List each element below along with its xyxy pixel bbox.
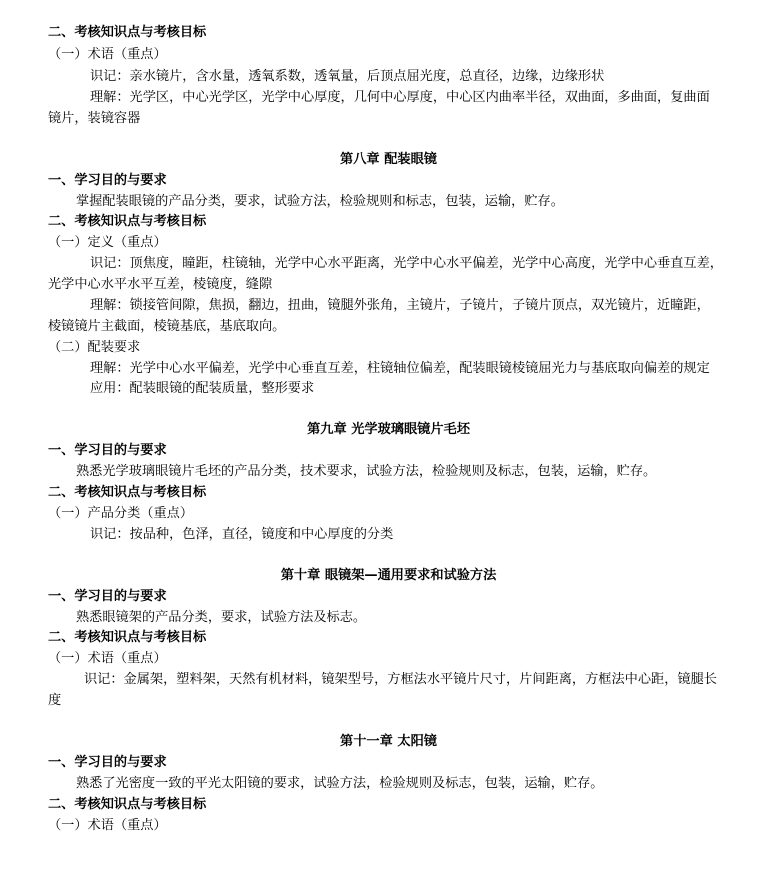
chapter-title: 第九章 光学玻璃眼镜片毛坯 (307, 422, 470, 437)
paragraph-line: 应用：配装眼镜的配装质量，整形要求 (90, 381, 315, 396)
chapter-title: 第八章 配装眼镜 (340, 152, 437, 167)
paragraph-line: 熟悉眼镜架的产品分类，要求，试验方法及标志。 (76, 610, 367, 625)
paragraph-line: 掌握配装眼镜的产品分类，要求，试验方法，检验规则和标志，包装，运输，贮存。 (76, 194, 564, 209)
subsection-heading: （一）定义（重点） (48, 235, 167, 250)
section-heading: 二、考核知识点与考核目标 (48, 25, 207, 40)
chapter-title: 第十章 眼镜架—通用要求和试验方法 (280, 568, 497, 583)
section-heading: 二、考核知识点与考核目标 (48, 214, 207, 229)
paragraph-line: 识记：金属架，塑料架，天然有机材料，镜架型号，方框法水平镜片尺寸，片间距离，方框法中心距，镜腿长 (84, 672, 717, 687)
section-heading: 一、学习目的与要求 (48, 443, 167, 458)
paragraph-line: 棱镜镜片主截面，棱镜基底，基底取向。 (48, 319, 286, 334)
subsection-heading: （一）术语（重点） (48, 651, 167, 666)
subsection-heading: （一）术语（重点） (48, 47, 167, 62)
paragraph-line: 理解：锁接管间隙，焦损，翻边，扭曲，镜腿外张角，主镜片，子镜片，子镜片顶点，双光镜片，近瞳距， (90, 298, 710, 313)
subsection-heading: （二）配装要求 (48, 340, 141, 355)
paragraph-line: 识记：亲水镜片，含水量，透氧系数，透氧量，后顶点屈光度，总直径，边缘，边缘形状 (90, 69, 605, 84)
paragraph-line: 度 (48, 693, 62, 708)
paragraph-line: 识记：顶焦度，瞳距，柱镜轴，光学中心水平距离，光学中心水平偏差，光学中心高度，光学中心垂直互差， (90, 256, 723, 271)
section-heading: 一、学习目的与要求 (48, 589, 167, 604)
paragraph-line: 熟悉光学玻璃眼镜片毛坯的产品分类，技术要求，试验方法，检验规则及标志，包装，运输，贮存。 (76, 464, 657, 479)
chapter-title: 第十一章 太阳镜 (340, 734, 437, 749)
section-heading: 二、考核知识点与考核目标 (48, 485, 207, 500)
paragraph-line: 识记：按品种，色泽，直径，镜度和中心厚度的分类 (90, 527, 394, 542)
paragraph-line: 理解：光学中心水平偏差，光学中心垂直互差，柱镜轴位偏差，配装眼镜棱镜屈光力与基底取向偏差的规定 (90, 361, 710, 376)
subsection-heading: （一）术语（重点） (48, 818, 167, 833)
section-heading: 一、学习目的与要求 (48, 755, 167, 770)
paragraph-line: 镜片，装镜容器 (48, 111, 141, 126)
section-heading: 二、考核知识点与考核目标 (48, 797, 207, 812)
paragraph-line: 熟悉了光密度一致的平光太阳镜的要求，试验方法，检验规则及标志，包装，运输，贮存。 (76, 776, 604, 791)
paragraph-line: 理解：光学区，中心光学区，光学中心厚度，几何中心厚度，中心区内曲率半径，双曲面，多曲面，复曲面 (90, 90, 710, 105)
section-heading: 二、考核知识点与考核目标 (48, 630, 207, 645)
section-heading: 一、学习目的与要求 (48, 173, 167, 188)
paragraph-line: 光学中心水平水平互差，棱镜度，缝隙 (48, 277, 273, 292)
subsection-heading: （一）产品分类（重点） (48, 506, 194, 521)
